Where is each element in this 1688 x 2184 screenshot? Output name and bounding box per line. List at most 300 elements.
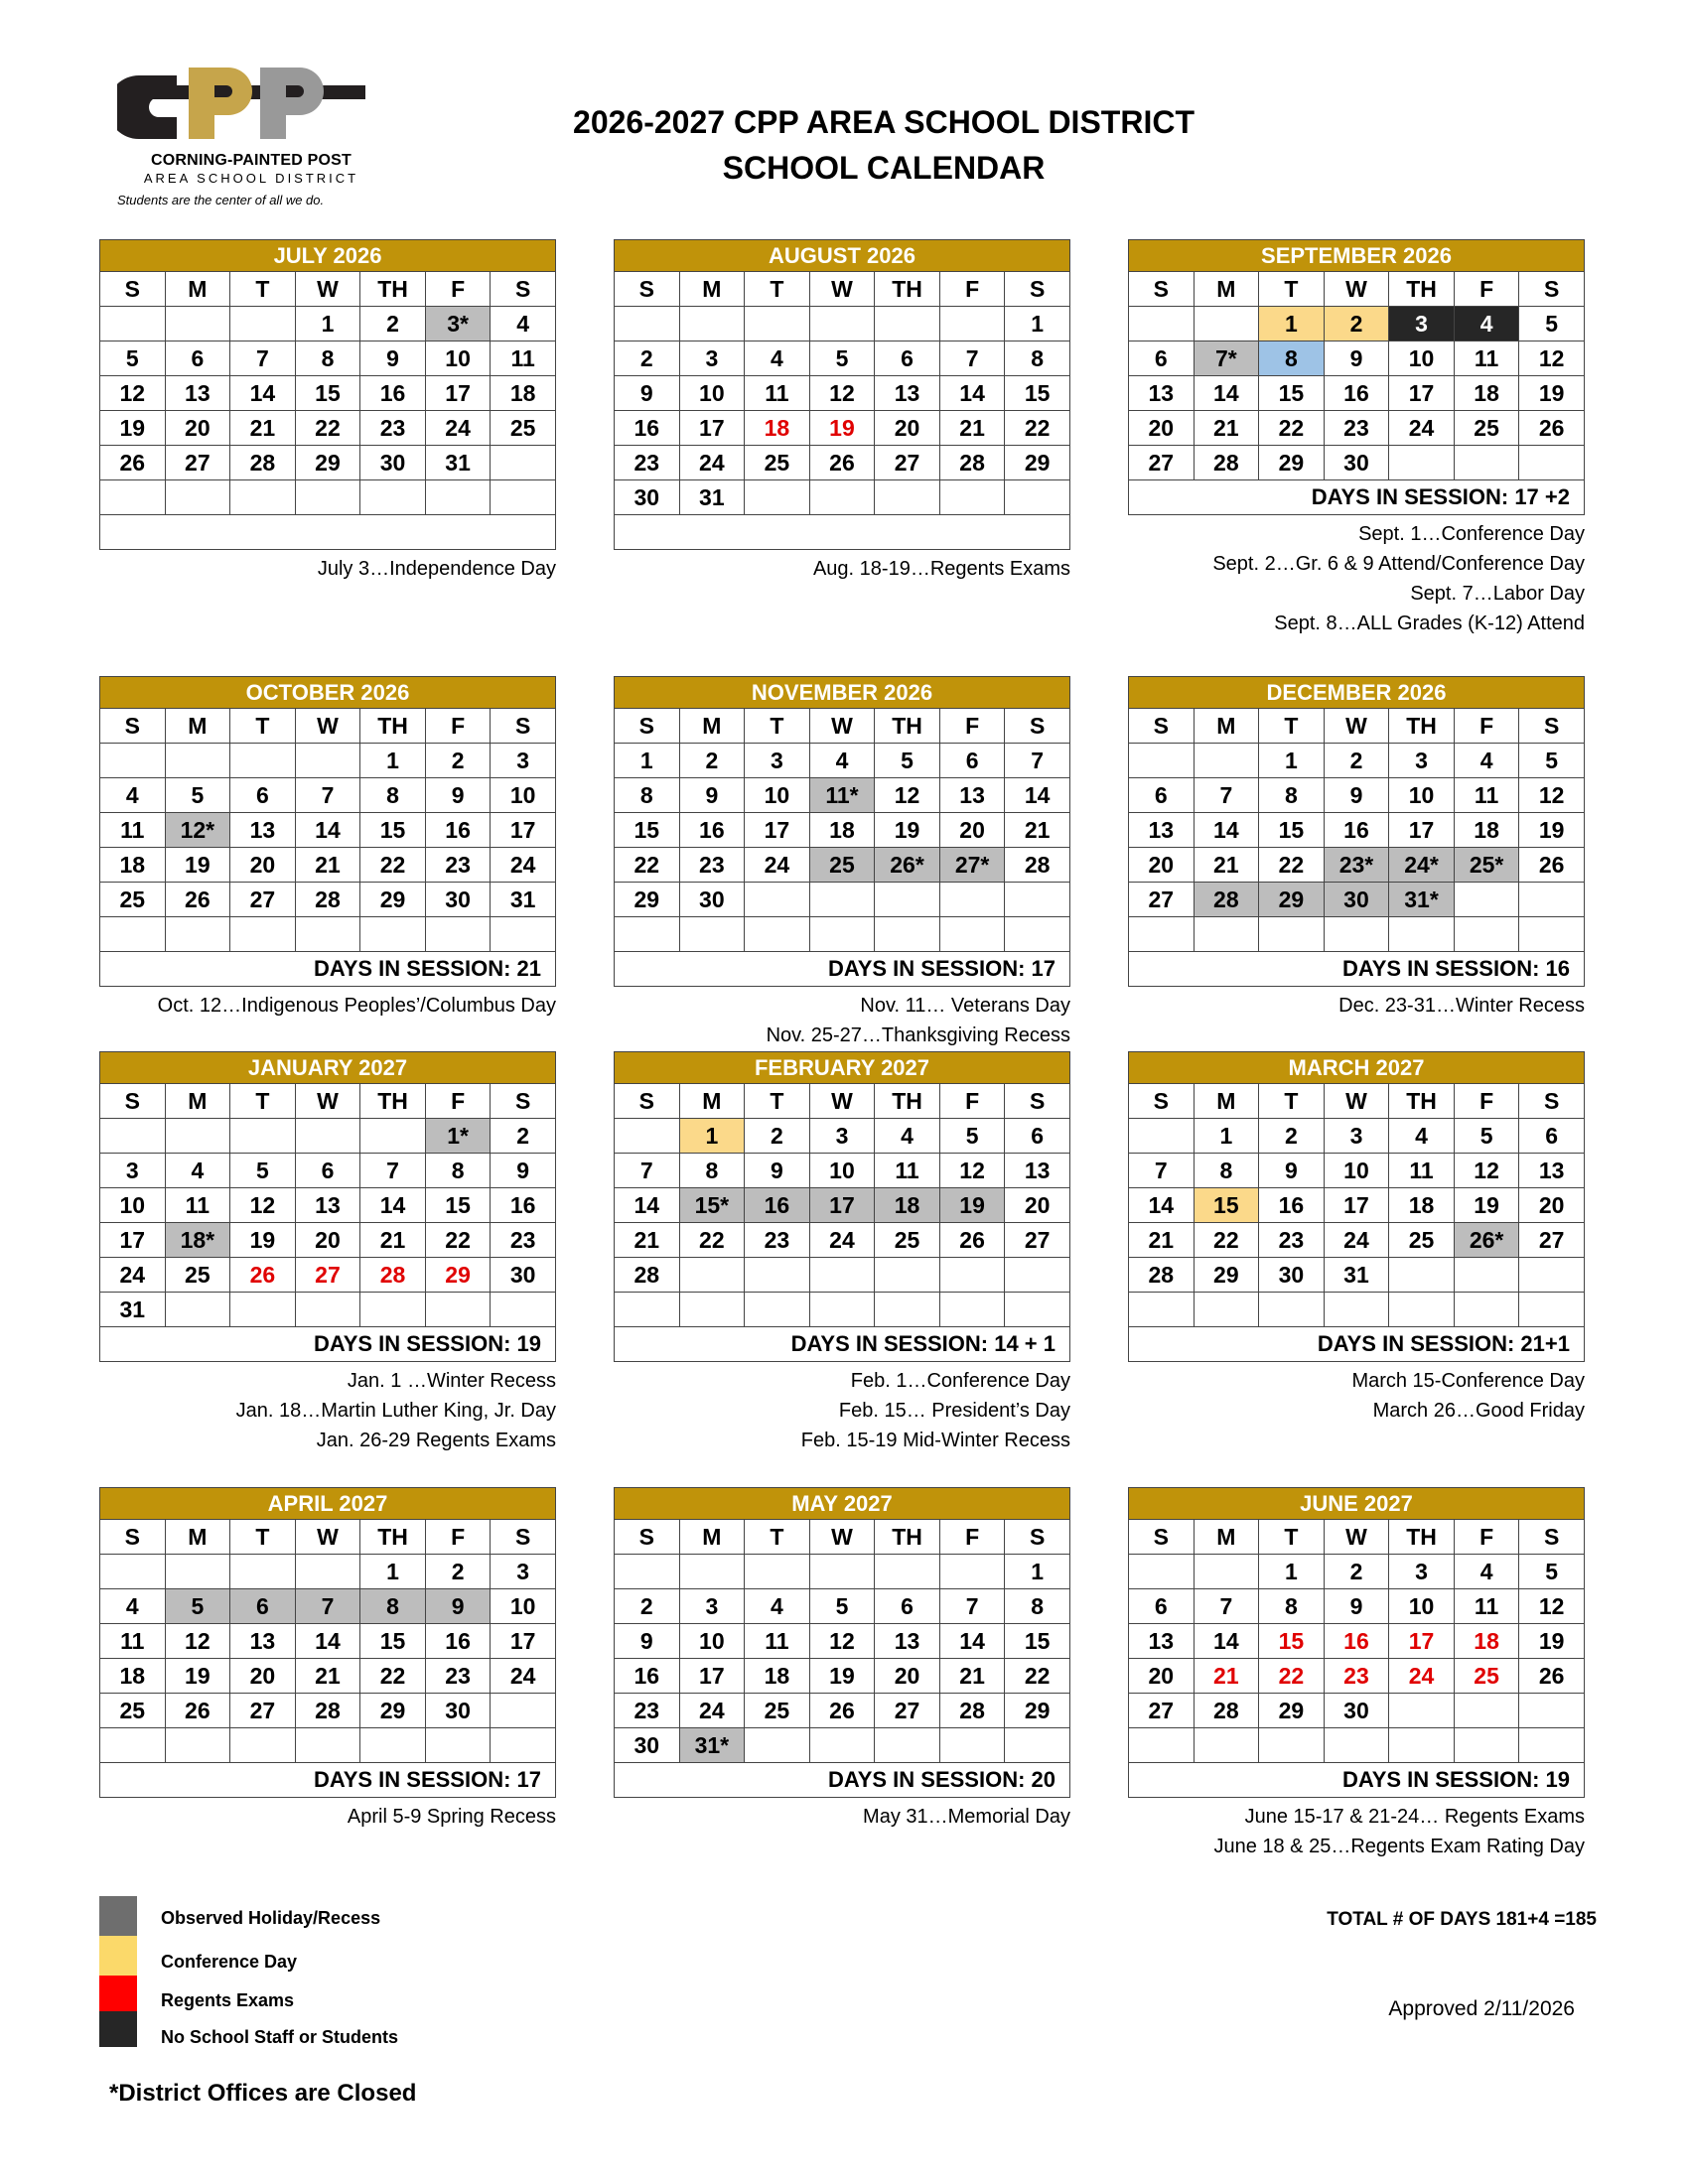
day-cell: 12 — [100, 376, 166, 411]
empty-cell — [1194, 1728, 1259, 1763]
day-cell: 14 — [295, 1624, 360, 1659]
day-cell: 9 — [1259, 1154, 1325, 1188]
empty-cell — [745, 917, 810, 952]
weekday-label: TH — [1389, 272, 1455, 307]
day-cell: 5 — [165, 1589, 230, 1624]
day-cell: 12 — [875, 778, 940, 813]
day-cell: 26 — [230, 1258, 296, 1293]
day-cell: 20 — [939, 813, 1005, 848]
days-in-session: DAYS IN SESSION: 21 — [100, 952, 556, 987]
empty-cell — [1194, 917, 1259, 952]
day-cell: 9 — [615, 376, 680, 411]
empty-cell — [1454, 1258, 1519, 1293]
weekday-label: T — [745, 272, 810, 307]
day-cell: 22 — [679, 1223, 745, 1258]
day-cell: 1 — [1005, 1555, 1070, 1589]
weekday-label: W — [809, 709, 875, 744]
days-in-session: DAYS IN SESSION: 21+1 — [1129, 1327, 1585, 1362]
empty-cell — [491, 480, 556, 515]
day-cell: 26 — [939, 1223, 1005, 1258]
day-cell: 15 — [360, 813, 426, 848]
day-cell: 16 — [360, 376, 426, 411]
day-cell: 5 — [230, 1154, 296, 1188]
empty-cell — [875, 1555, 940, 1589]
day-cell: 31* — [1389, 883, 1455, 917]
empty-cell — [1454, 1694, 1519, 1728]
day-cell: 19 — [875, 813, 940, 848]
month-table — [99, 1487, 556, 1798]
day-cell: 20 — [230, 848, 296, 883]
empty-cell — [1389, 1694, 1455, 1728]
day-cell: 5 — [1519, 744, 1585, 778]
calendar-april-2027 — [99, 1487, 556, 1832]
day-cell: 15 — [1194, 1188, 1259, 1223]
weekday-label: W — [1324, 709, 1389, 744]
weekday-label: S — [1129, 709, 1195, 744]
day-cell: 25 — [745, 446, 810, 480]
day-cell: 11 — [491, 341, 556, 376]
weekday-label: M — [1194, 709, 1259, 744]
day-cell: 1 — [1259, 744, 1325, 778]
legend-label-conference: Conference Day — [161, 1952, 298, 1972]
day-cell: 9 — [425, 778, 491, 813]
day-cell: 30 — [425, 883, 491, 917]
day-cell: 3 — [1389, 307, 1455, 341]
day-cell: 8 — [615, 778, 680, 813]
weekday-label: F — [1454, 272, 1519, 307]
day-cell: 11 — [1454, 341, 1519, 376]
day-cell: 20 — [1519, 1188, 1585, 1223]
day-cell: 21 — [360, 1223, 426, 1258]
empty-cell — [679, 1555, 745, 1589]
month-table — [99, 239, 556, 550]
day-cell: 25* — [1454, 848, 1519, 883]
day-cell: 2 — [1324, 1555, 1389, 1589]
day-cell: 19 — [165, 848, 230, 883]
day-cell: 26* — [1454, 1223, 1519, 1258]
day-cell: 8 — [1005, 1589, 1070, 1624]
month-header: JULY 2026 — [100, 240, 556, 272]
empty-cell — [230, 1293, 296, 1327]
day-cell: 11 — [1389, 1154, 1455, 1188]
weekday-label: T — [1259, 272, 1325, 307]
empty-cell — [360, 1728, 426, 1763]
day-cell: 11 — [875, 1154, 940, 1188]
day-cell: 15 — [425, 1188, 491, 1223]
note-line: May 31…Memorial Day — [863, 1806, 1070, 1828]
day-cell: 11 — [1454, 1589, 1519, 1624]
weekday-label: M — [1194, 1084, 1259, 1119]
day-cell: 5 — [809, 341, 875, 376]
weekday-label: F — [425, 1084, 491, 1119]
month-table — [1128, 239, 1585, 515]
day-cell: 2 — [745, 1119, 810, 1154]
weekday-label: S — [1129, 1520, 1195, 1555]
days-in-session: DAYS IN SESSION: 16 — [1129, 952, 1585, 987]
day-cell: 18 — [875, 1188, 940, 1223]
day-cell: 11 — [100, 813, 166, 848]
day-cell: 27 — [165, 446, 230, 480]
empty-cell — [809, 480, 875, 515]
day-cell: 25 — [745, 1694, 810, 1728]
empty-cell — [165, 480, 230, 515]
day-cell: 28 — [939, 446, 1005, 480]
calendar-january-2027 — [99, 1051, 556, 1455]
legend-swatch-regents — [99, 1976, 137, 2011]
empty-cell — [425, 1293, 491, 1327]
month-notes — [1128, 991, 1585, 1021]
day-cell: 21 — [615, 1223, 680, 1258]
empty-cell — [100, 1119, 166, 1154]
day-cell: 23 — [425, 1659, 491, 1694]
day-cell: 11 — [165, 1188, 230, 1223]
empty-cell — [1389, 446, 1455, 480]
month-table — [614, 1487, 1070, 1798]
day-cell: 19 — [809, 411, 875, 446]
day-cell: 7* — [1194, 341, 1259, 376]
empty-cell — [1005, 1293, 1070, 1327]
day-cell: 24 — [745, 848, 810, 883]
empty-cell — [1454, 1293, 1519, 1327]
day-cell: 29 — [1005, 1694, 1070, 1728]
month-notes — [1128, 1366, 1585, 1426]
day-cell: 11 — [745, 1624, 810, 1659]
day-cell: 2 — [360, 307, 426, 341]
weekday-label: M — [165, 1084, 230, 1119]
day-cell: 3 — [491, 744, 556, 778]
day-cell: 28 — [615, 1258, 680, 1293]
weekday-label: M — [165, 1520, 230, 1555]
empty-cell — [1259, 1293, 1325, 1327]
empty-cell — [1005, 1728, 1070, 1763]
day-cell: 9 — [615, 1624, 680, 1659]
empty-cell — [165, 744, 230, 778]
month-header: DECEMBER 2026 — [1129, 677, 1585, 709]
empty-cell — [679, 917, 745, 952]
day-cell: 14 — [1194, 376, 1259, 411]
day-cell: 16 — [491, 1188, 556, 1223]
day-cell: 13 — [1519, 1154, 1585, 1188]
empty-cell — [1324, 917, 1389, 952]
day-cell: 21 — [1194, 1659, 1259, 1694]
day-cell: 27* — [939, 848, 1005, 883]
day-cell: 25 — [1454, 411, 1519, 446]
day-cell: 27 — [1129, 1694, 1195, 1728]
empty-cell — [615, 1293, 680, 1327]
empty-cell — [1519, 1258, 1585, 1293]
day-cell: 2 — [425, 1555, 491, 1589]
empty-cell — [1129, 917, 1195, 952]
day-cell: 17 — [1324, 1188, 1389, 1223]
day-cell: 13 — [1129, 1624, 1195, 1659]
day-cell: 22 — [1259, 411, 1325, 446]
day-cell: 12 — [1519, 778, 1585, 813]
day-cell: 21 — [295, 1659, 360, 1694]
day-cell: 10 — [491, 778, 556, 813]
day-cell: 4 — [491, 307, 556, 341]
day-cell: 10 — [679, 376, 745, 411]
day-cell: 14 — [1005, 778, 1070, 813]
empty-cell — [809, 1258, 875, 1293]
empty-cell — [360, 480, 426, 515]
weekday-label: S — [1005, 709, 1070, 744]
day-cell: 23 — [1259, 1223, 1325, 1258]
day-cell: 16 — [615, 1659, 680, 1694]
day-cell: 6 — [875, 1589, 940, 1624]
empty-cell — [1519, 1694, 1585, 1728]
calendar-october-2026 — [99, 676, 556, 1021]
month-notes — [99, 1802, 556, 1832]
day-cell: 1 — [1194, 1119, 1259, 1154]
note-line: June 18 & 25…Regents Exam Rating Day — [1213, 1836, 1585, 1857]
weekday-label: S — [615, 272, 680, 307]
note-line: June 15-17 & 21-24… Regents Exams — [1244, 1806, 1585, 1828]
weekday-label: W — [1324, 1520, 1389, 1555]
day-cell: 14 — [1129, 1188, 1195, 1223]
weekday-label: M — [1194, 1520, 1259, 1555]
day-cell: 12 — [1454, 1154, 1519, 1188]
day-cell: 24 — [809, 1223, 875, 1258]
empty-cell — [745, 1293, 810, 1327]
empty-cell — [1005, 1258, 1070, 1293]
month-header: MAY 2027 — [615, 1488, 1070, 1520]
day-cell: 24 — [1324, 1223, 1389, 1258]
day-cell: 18 — [745, 1659, 810, 1694]
empty-cell — [100, 917, 166, 952]
day-cell: 17 — [425, 376, 491, 411]
day-cell: 7 — [295, 1589, 360, 1624]
legend-label-regents: Regents Exams — [161, 1990, 295, 2010]
weekday-label: S — [100, 709, 166, 744]
day-cell: 1 — [615, 744, 680, 778]
days-in-session: DAYS IN SESSION: 20 — [615, 1763, 1070, 1798]
day-cell: 16 — [615, 411, 680, 446]
day-cell: 7 — [1194, 1589, 1259, 1624]
empty-cell — [425, 480, 491, 515]
month-header: AUGUST 2026 — [615, 240, 1070, 272]
day-cell: 17 — [679, 411, 745, 446]
day-cell: 1 — [1005, 307, 1070, 341]
day-cell: 14 — [939, 1624, 1005, 1659]
empty-cell — [491, 446, 556, 480]
empty-cell — [939, 1555, 1005, 1589]
day-cell: 20 — [1129, 411, 1195, 446]
day-cell: 30 — [491, 1258, 556, 1293]
empty-cell — [1129, 744, 1195, 778]
day-cell: 6 — [230, 778, 296, 813]
day-cell: 20 — [1005, 1188, 1070, 1223]
day-cell: 8 — [679, 1154, 745, 1188]
empty-cell — [165, 917, 230, 952]
day-cell: 3 — [809, 1119, 875, 1154]
day-cell: 6 — [230, 1589, 296, 1624]
day-cell: 28 — [1005, 848, 1070, 883]
day-cell: 2 — [1324, 307, 1389, 341]
day-cell: 4 — [745, 1589, 810, 1624]
day-cell: 2 — [1259, 1119, 1325, 1154]
day-cell: 7 — [615, 1154, 680, 1188]
note-line: Oct. 12…Indigenous Peoples’/Columbus Day — [157, 995, 556, 1017]
empty-cell — [939, 1728, 1005, 1763]
calendar-may-2027 — [614, 1487, 1070, 1832]
day-cell: 19 — [939, 1188, 1005, 1223]
empty-cell — [1129, 1728, 1195, 1763]
weekday-label: S — [1519, 272, 1585, 307]
empty-cell — [809, 307, 875, 341]
days-in-session: DAYS IN SESSION: 17 — [615, 952, 1070, 987]
empty-cell — [939, 480, 1005, 515]
day-cell: 22 — [1194, 1223, 1259, 1258]
weekday-label: S — [100, 1520, 166, 1555]
day-cell: 5 — [875, 744, 940, 778]
day-cell: 8 — [360, 778, 426, 813]
day-cell: 15 — [1005, 1624, 1070, 1659]
day-cell: 28 — [1194, 1694, 1259, 1728]
month-header: SEPTEMBER 2026 — [1129, 240, 1585, 272]
day-cell: 16 — [425, 1624, 491, 1659]
weekday-label: S — [1519, 709, 1585, 744]
day-cell: 19 — [1519, 813, 1585, 848]
day-cell: 26 — [809, 1694, 875, 1728]
day-cell: 1* — [425, 1119, 491, 1154]
empty-cell — [809, 917, 875, 952]
empty-cell — [1519, 883, 1585, 917]
empty-cell — [745, 307, 810, 341]
day-cell: 16 — [425, 813, 491, 848]
day-cell: 28 — [1194, 883, 1259, 917]
day-cell: 6 — [165, 341, 230, 376]
day-cell: 29 — [425, 1258, 491, 1293]
empty-cell — [491, 1293, 556, 1327]
day-cell: 10 — [425, 341, 491, 376]
day-cell: 2 — [615, 341, 680, 376]
day-cell: 20 — [230, 1659, 296, 1694]
day-cell: 27 — [230, 1694, 296, 1728]
day-cell: 15 — [1259, 1624, 1325, 1659]
empty-cell — [1519, 1293, 1585, 1327]
day-cell: 3 — [1389, 744, 1455, 778]
day-cell: 3 — [679, 341, 745, 376]
month-header: FEBRUARY 2027 — [615, 1052, 1070, 1084]
empty-cell — [165, 1119, 230, 1154]
empty-cell — [491, 1728, 556, 1763]
weekday-label: S — [615, 1084, 680, 1119]
day-cell: 18 — [100, 1659, 166, 1694]
day-cell: 22 — [1259, 848, 1325, 883]
day-cell: 29 — [1259, 446, 1325, 480]
empty-cell — [875, 307, 940, 341]
empty-cell — [425, 1728, 491, 1763]
day-cell: 3 — [100, 1154, 166, 1188]
weekday-label: T — [230, 1520, 296, 1555]
day-cell: 20 — [1129, 1659, 1195, 1694]
day-cell: 12 — [230, 1188, 296, 1223]
day-cell: 22 — [425, 1223, 491, 1258]
day-cell: 17 — [809, 1188, 875, 1223]
day-cell: 13 — [230, 813, 296, 848]
day-cell: 24 — [491, 1659, 556, 1694]
day-cell: 24 — [491, 848, 556, 883]
day-cell: 25 — [100, 883, 166, 917]
empty-cell — [615, 307, 680, 341]
note-line: July 3…Independence Day — [317, 558, 556, 580]
weekday-label: M — [165, 272, 230, 307]
day-cell: 27 — [1129, 446, 1195, 480]
empty-cell — [1129, 1293, 1195, 1327]
note-line: Jan. 1 …Winter Recess — [347, 1370, 556, 1392]
day-cell: 5 — [1519, 307, 1585, 341]
day-cell: 1 — [360, 744, 426, 778]
day-cell: 1 — [1259, 1555, 1325, 1589]
day-cell: 8 — [1259, 1589, 1325, 1624]
day-cell: 11 — [100, 1624, 166, 1659]
weekday-label: TH — [1389, 1084, 1455, 1119]
weekday-label: S — [491, 272, 556, 307]
weekday-label: M — [165, 709, 230, 744]
day-cell: 23* — [1324, 848, 1389, 883]
weekday-label: T — [230, 709, 296, 744]
day-cell: 30 — [1259, 1258, 1325, 1293]
day-cell: 5 — [1519, 1555, 1585, 1589]
day-cell: 30 — [1324, 883, 1389, 917]
day-cell: 28 — [230, 446, 296, 480]
note-line: Dec. 23-31…Winter Recess — [1338, 995, 1585, 1017]
days-in-session — [100, 515, 556, 550]
day-cell: 7 — [939, 1589, 1005, 1624]
month-notes — [614, 1802, 1070, 1832]
weekday-label: W — [1324, 1084, 1389, 1119]
empty-cell — [745, 1728, 810, 1763]
day-cell: 3* — [425, 307, 491, 341]
weekday-label: TH — [875, 1520, 940, 1555]
day-cell: 4 — [745, 341, 810, 376]
empty-cell — [1129, 1555, 1195, 1589]
day-cell: 1 — [1259, 307, 1325, 341]
empty-cell — [230, 744, 296, 778]
footnote: *District Offices are Closed — [109, 2080, 417, 2107]
total-days: TOTAL # OF DAYS 181+4 =185 — [1327, 1909, 1597, 1930]
day-cell: 4 — [875, 1119, 940, 1154]
day-cell: 9 — [360, 341, 426, 376]
weekday-label: F — [1454, 1084, 1519, 1119]
day-cell: 5 — [1454, 1119, 1519, 1154]
day-cell: 26 — [1519, 1659, 1585, 1694]
day-cell: 25 — [100, 1694, 166, 1728]
day-cell: 28 — [1194, 446, 1259, 480]
day-cell: 6 — [1005, 1119, 1070, 1154]
day-cell: 19 — [1454, 1188, 1519, 1223]
weekday-label: F — [939, 1520, 1005, 1555]
day-cell: 8 — [295, 341, 360, 376]
day-cell: 6 — [295, 1154, 360, 1188]
day-cell: 21 — [939, 411, 1005, 446]
day-cell: 9 — [1324, 341, 1389, 376]
weekday-label: S — [1005, 1520, 1070, 1555]
day-cell: 12 — [809, 376, 875, 411]
day-cell: 10 — [100, 1188, 166, 1223]
day-cell: 4 — [809, 744, 875, 778]
month-notes — [99, 991, 556, 1021]
day-cell: 13 — [1005, 1154, 1070, 1188]
weekday-label: TH — [360, 709, 426, 744]
empty-cell — [939, 917, 1005, 952]
day-cell: 27 — [295, 1258, 360, 1293]
day-cell: 2 — [1324, 744, 1389, 778]
weekday-label: S — [100, 272, 166, 307]
empty-cell — [1259, 917, 1325, 952]
day-cell: 23 — [615, 446, 680, 480]
weekday-label: F — [939, 709, 1005, 744]
